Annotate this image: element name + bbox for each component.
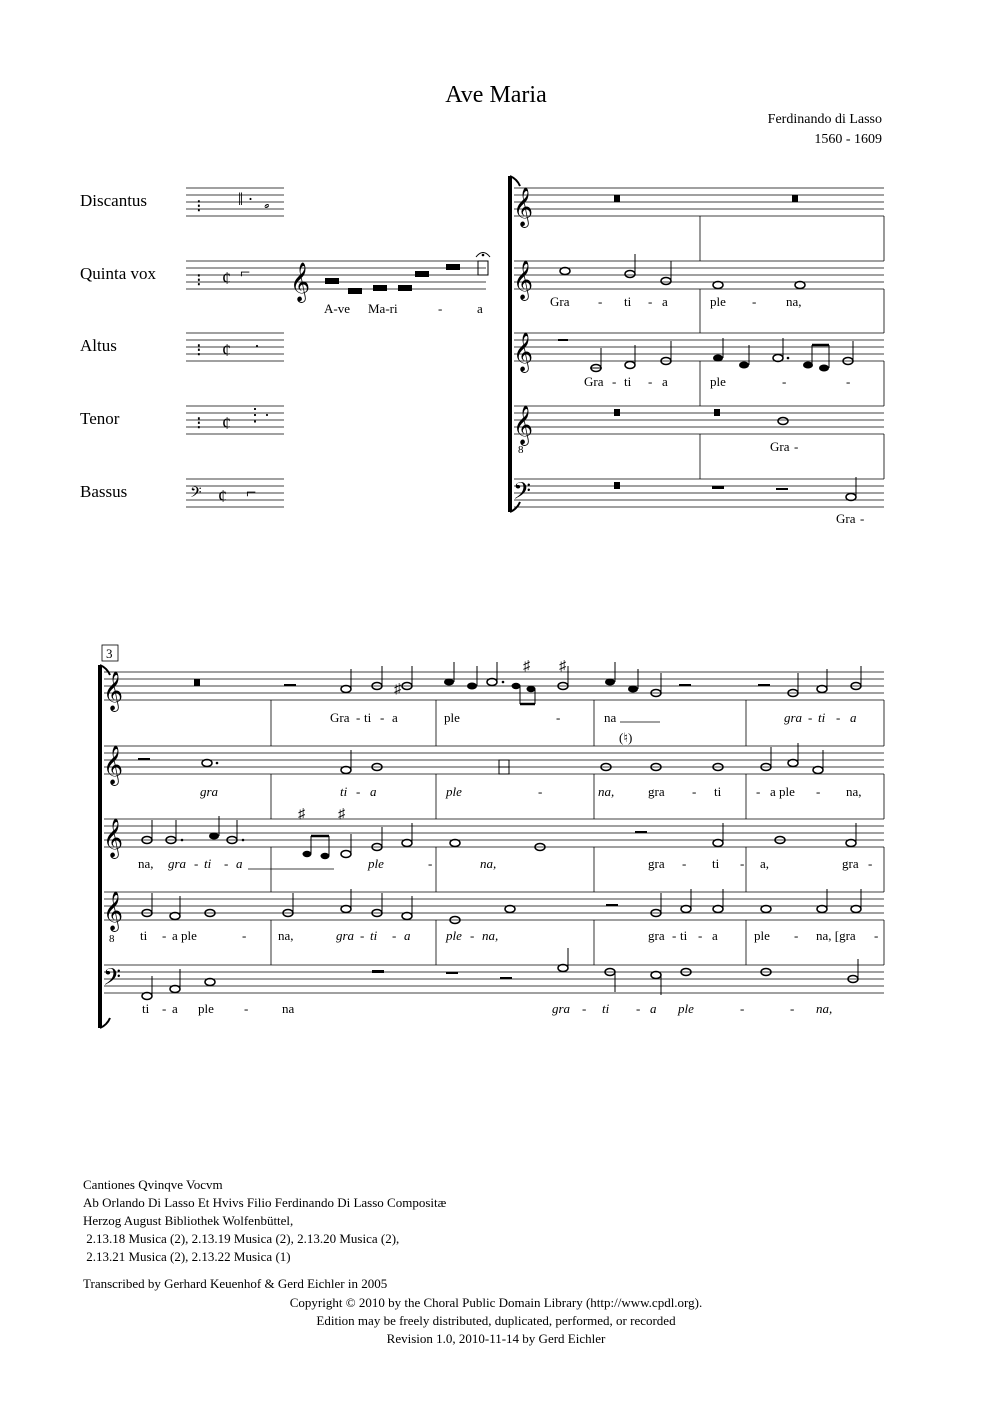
svg-text:-: - <box>636 1001 641 1016</box>
svg-text:ple: ple <box>446 928 462 943</box>
svg-text:(♮): (♮) <box>619 730 633 745</box>
svg-text:-: - <box>868 856 873 871</box>
svg-text:ple: ple <box>198 1001 214 1016</box>
measure-number: 3 <box>106 646 113 661</box>
incipit-notes <box>325 253 490 295</box>
svg-text:ple: ple <box>446 784 462 799</box>
svg-text:-: - <box>794 928 799 943</box>
svg-text:ti: ti <box>204 856 212 871</box>
svg-text:-: - <box>438 301 443 316</box>
svg-text:ti: ti <box>680 928 688 943</box>
svg-text:-: - <box>648 374 653 389</box>
voice-label: Tenor <box>80 409 120 428</box>
svg-text:-: - <box>380 710 385 725</box>
svg-text:ti: ti <box>142 1001 150 1016</box>
svg-text:a: a <box>172 1001 178 1016</box>
svg-text:na,: na, <box>138 856 154 871</box>
svg-text:♯: ♯ <box>298 807 305 822</box>
svg-text:‖ ·: ‖ · <box>238 189 254 209</box>
svg-text:-: - <box>672 928 677 943</box>
svg-text:a: a <box>370 784 377 799</box>
svg-text:⁝: ⁝ <box>196 270 202 290</box>
svg-text:-: - <box>360 928 365 943</box>
treble-clef-icon: 𝄞 <box>513 334 534 371</box>
treble-clef-icon: 𝄞 <box>103 747 124 784</box>
svg-text:♯: ♯ <box>559 659 566 674</box>
incipit-staves <box>186 188 486 507</box>
svg-text:na,: na, <box>278 928 294 943</box>
voice-labels <box>80 191 157 501</box>
svg-text:𝅗: 𝅗 <box>264 192 270 212</box>
svg-text:-: - <box>162 1001 167 1016</box>
svg-text:ti: ti <box>818 710 826 725</box>
svg-text:a: a <box>392 710 398 725</box>
svg-text:gra: gra <box>842 856 859 871</box>
svg-text:-: - <box>874 928 879 943</box>
clefs <box>513 188 533 510</box>
sys1-notes <box>558 195 856 501</box>
bass-clef-icon: 𝄢 <box>103 965 122 996</box>
svg-text:ple: ple <box>678 1001 694 1016</box>
composer-dates: 1560 - 1609 <box>814 132 882 147</box>
incipit-marks <box>190 189 310 506</box>
voice-label: Bassus <box>80 482 128 501</box>
copyright-line: Copyright © 2010 by the Choral Public Domain Library (http://www.cpdl.org). <box>289 1295 703 1310</box>
svg-text:a: a <box>850 710 857 725</box>
svg-text:Gra: Gra <box>584 374 604 389</box>
svg-text:gra: gra <box>168 856 187 871</box>
svg-text:¢: ¢ <box>222 413 231 433</box>
treble-clef-icon: 𝄞 <box>103 820 124 857</box>
svg-text:-: - <box>356 784 361 799</box>
svg-text:-: - <box>794 439 799 454</box>
svg-text:-: - <box>582 1001 587 1016</box>
system-2 <box>100 645 884 1028</box>
svg-text:na,: na, <box>480 856 497 871</box>
transcribed-by: Transcribed by Gerhard Keuenhof & Gerd Eichler in 2005 <box>83 1276 388 1291</box>
svg-text:-: - <box>356 710 361 725</box>
svg-text:-: - <box>682 856 687 871</box>
svg-text:Gra: Gra <box>330 710 350 725</box>
svg-text:na, [gra: na, [gra <box>816 928 856 943</box>
svg-text:na,: na, <box>786 294 802 309</box>
source-line: 2.13.21 Musica (2), 2.13.22 Musica (1) <box>83 1249 291 1264</box>
composer-name: Ferdinando di Lasso <box>767 112 882 127</box>
svg-text:-: - <box>790 1001 795 1016</box>
svg-text:a: a <box>236 856 243 871</box>
svg-text:ti: ti <box>712 856 720 871</box>
svg-text:na,: na, <box>816 1001 833 1016</box>
voice-label: Altus <box>80 336 117 355</box>
svg-text:Gra: Gra <box>836 511 856 526</box>
copyright-block <box>0 1294 992 1348</box>
svg-text:ti: ti <box>602 1001 610 1016</box>
treble-clef-icon: 𝄞 <box>103 673 124 710</box>
svg-text:⌐: ⌐ <box>246 482 257 502</box>
svg-text:gra: gra <box>552 1001 571 1016</box>
source-line: 2.13.18 Musica (2), 2.13.19 Musica (2), 2.13.20 Musica (2), <box>83 1231 400 1246</box>
svg-text:-: - <box>538 784 543 799</box>
svg-text:-: - <box>756 784 761 799</box>
svg-text:ti: ti <box>714 784 722 799</box>
svg-text:a: a <box>662 374 668 389</box>
svg-text:-: - <box>194 856 199 871</box>
source-line: Ab Orlando Di Lasso Et Hvivs Filio Ferdinando Di Lasso Compositæ <box>83 1195 447 1210</box>
sys2-lyrics <box>109 710 878 1016</box>
svg-text:na: na <box>604 710 617 725</box>
svg-text:a,: a, <box>760 856 770 871</box>
svg-text:-: - <box>470 928 475 943</box>
svg-text:ti: ti <box>624 374 632 389</box>
svg-text:ti: ti <box>364 710 372 725</box>
svg-text:-: - <box>648 294 653 309</box>
svg-text:𝄢: 𝄢 <box>190 484 202 504</box>
svg-text:·: · <box>254 336 260 356</box>
system-1 <box>510 176 884 526</box>
svg-text:-: - <box>242 928 247 943</box>
svg-text:ple: ple <box>754 928 770 943</box>
svg-text:na,: na, <box>846 784 862 799</box>
svg-text:⋮·: ⋮· <box>246 405 270 425</box>
svg-text:¢: ¢ <box>218 486 227 506</box>
source-note <box>83 1176 446 1266</box>
svg-text:¢: ¢ <box>222 268 231 288</box>
svg-text:Ma-ri: Ma-ri <box>368 301 398 316</box>
svg-text:-: - <box>162 928 167 943</box>
svg-text:A-ve: A-ve <box>324 301 350 316</box>
svg-text:-: - <box>392 928 397 943</box>
svg-text:-: - <box>836 710 841 725</box>
treble-clef-icon: 𝄞 <box>513 407 534 444</box>
svg-text:na,: na, <box>482 928 499 943</box>
sys2-notes <box>138 659 861 1000</box>
voice-label: Quinta vox <box>80 264 157 283</box>
svg-text:ti: ti <box>140 928 148 943</box>
svg-text:8: 8 <box>518 444 524 456</box>
svg-text:♯: ♯ <box>523 659 530 674</box>
svg-text:-: - <box>782 374 787 389</box>
svg-text:a: a <box>650 1001 657 1016</box>
treble-clef-icon: 𝄞 <box>103 893 124 930</box>
source-line: Herzog August Bibliothek Wolfenbüttel, <box>83 1213 294 1228</box>
svg-text:-: - <box>692 784 697 799</box>
copyright-line: Revision 1.0, 2010-11-14 by Gerd Eichler <box>386 1331 606 1346</box>
svg-text:-: - <box>428 856 433 871</box>
svg-text:gra: gra <box>648 784 665 799</box>
svg-text:-: - <box>556 710 561 725</box>
svg-text:a ple: a ple <box>770 784 795 799</box>
svg-text:a ple: a ple <box>172 928 197 943</box>
sys1-lyrics <box>518 294 864 526</box>
incipit-lyrics <box>324 301 483 316</box>
svg-text:gra: gra <box>200 784 219 799</box>
svg-text:-: - <box>740 1001 745 1016</box>
svg-text:-: - <box>816 784 821 799</box>
svg-text:-: - <box>752 294 757 309</box>
svg-text:-: - <box>808 710 813 725</box>
svg-text:ple: ple <box>710 374 726 389</box>
svg-text:-: - <box>224 856 229 871</box>
bass-clef-icon: 𝄢 <box>513 479 532 510</box>
svg-text:8: 8 <box>109 933 115 945</box>
svg-text:-: - <box>846 374 851 389</box>
svg-text:gra: gra <box>648 856 665 871</box>
svg-text:a: a <box>662 294 668 309</box>
page-title: Ave Maria <box>445 82 547 108</box>
svg-text:a: a <box>404 928 411 943</box>
svg-text:a: a <box>712 928 718 943</box>
svg-text:na,: na, <box>598 784 615 799</box>
svg-text:♯: ♯ <box>394 682 401 697</box>
svg-text:-: - <box>244 1001 249 1016</box>
svg-text:⁝: ⁝ <box>196 340 202 360</box>
svg-text:Gra: Gra <box>770 439 790 454</box>
svg-text:ti: ti <box>624 294 632 309</box>
svg-text:-: - <box>698 928 703 943</box>
copyright-line: Edition may be freely distributed, duplicated, performed, or recorded <box>316 1313 676 1328</box>
treble-clef-icon: 𝄞 <box>513 189 534 226</box>
svg-text:Gra: Gra <box>550 294 570 309</box>
svg-text:-: - <box>860 511 865 526</box>
svg-text:-: - <box>740 856 745 871</box>
svg-text:-: - <box>612 374 617 389</box>
svg-text:ti: ti <box>340 784 348 799</box>
svg-text:⌐: ⌐ <box>240 262 251 282</box>
svg-text:-: - <box>598 294 603 309</box>
svg-text:⁝: ⁝ <box>196 413 202 433</box>
source-line: Cantiones Qvinqve Vocvm <box>83 1177 223 1192</box>
svg-text:gra: gra <box>784 710 803 725</box>
svg-text:ple: ple <box>444 710 460 725</box>
svg-text:gra: gra <box>648 928 665 943</box>
svg-text:na: na <box>282 1001 295 1016</box>
treble-clef-icon: 𝄞 <box>290 264 311 301</box>
svg-text:gra: gra <box>336 928 355 943</box>
svg-text:a: a <box>477 301 483 316</box>
svg-text:ple: ple <box>710 294 726 309</box>
svg-text:⁝: ⁝ <box>196 196 202 216</box>
treble-clef-icon: 𝄞 <box>513 262 534 299</box>
svg-text:ti: ti <box>370 928 378 943</box>
voice-label: Discantus <box>80 191 148 210</box>
svg-text:¢: ¢ <box>222 340 231 360</box>
svg-text:♯: ♯ <box>338 807 345 822</box>
svg-text:ple: ple <box>368 856 384 871</box>
